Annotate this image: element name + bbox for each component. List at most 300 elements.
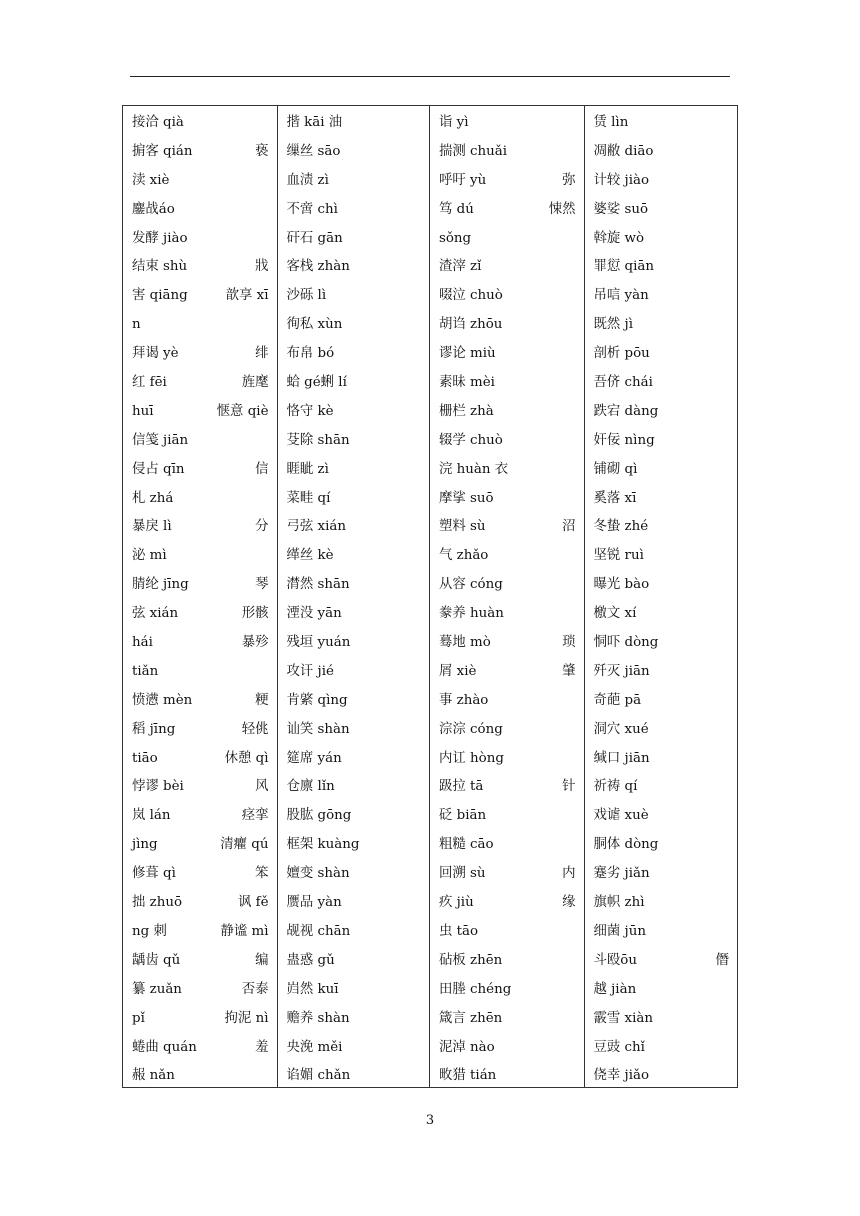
word-entry: 细菌 jūn <box>593 923 646 939</box>
word-line <box>439 894 576 923</box>
word-entry: 呼吁 yù <box>439 172 487 188</box>
word-entry: 拙 zhuō <box>132 895 183 911</box>
vocabulary-table <box>122 105 738 1088</box>
page-number: 3 <box>425 1113 435 1128</box>
word-line <box>594 750 730 779</box>
word-entry: 摩挲 suō <box>439 490 494 506</box>
column-3 <box>429 106 584 1087</box>
word-entry: 揣测 chuǎi <box>439 143 508 159</box>
word-line <box>287 576 422 605</box>
word-entry: 股肱 gōng <box>286 808 352 824</box>
word-line <box>594 547 730 576</box>
word-line <box>439 258 576 287</box>
word-line <box>594 432 730 461</box>
word-line <box>287 461 422 490</box>
word-entry: 攻讦 jié <box>286 663 334 679</box>
word-entry: 掮客 qián <box>132 143 193 159</box>
word-entry: 歼灭 jiān <box>593 663 650 679</box>
word-entry: 奚落 xī <box>593 490 637 506</box>
word-fragment: 绯 <box>255 346 269 362</box>
word-line <box>132 461 269 490</box>
word-entry: 愤懑 mèn <box>132 692 193 708</box>
word-line <box>594 1039 730 1068</box>
word-entry: 布帛 bó <box>286 346 335 362</box>
word-line <box>594 316 730 345</box>
word-line <box>439 172 576 201</box>
word-line <box>594 721 730 750</box>
word-fragment: 针 <box>562 779 576 795</box>
word-line <box>439 981 576 1010</box>
word-entry: 蜷曲 quán <box>132 1039 197 1055</box>
word-line <box>439 865 576 894</box>
word-line <box>132 287 269 316</box>
word-line <box>287 345 422 374</box>
word-entry: 虫 tāo <box>439 923 479 939</box>
word-line <box>132 692 269 721</box>
word-fragment: 轻佻 <box>241 721 269 737</box>
word-entry: 趿拉 tā <box>439 779 484 795</box>
word-line <box>594 230 730 259</box>
word-entry: 拜谒 yè <box>132 346 179 362</box>
word-entry: 赧 nǎn <box>132 1068 175 1084</box>
word-fragment: 粳 <box>255 692 269 708</box>
word-entry: 残垣 yuán <box>286 635 351 651</box>
word-entry: 潸然 shān <box>286 577 350 593</box>
word-entry: 泌 mì <box>132 548 167 564</box>
word-entry: 红 fēi <box>132 375 167 391</box>
word-entry: 赝品 yàn <box>286 895 342 911</box>
word-entry: tiǎn <box>132 663 159 679</box>
word-fragment: 拘泥 nì <box>224 1010 269 1026</box>
word-entry: 侥幸 jiǎo <box>593 1068 650 1084</box>
word-entry: 筵席 yán <box>286 750 342 766</box>
word-line <box>287 547 422 576</box>
word-line <box>132 547 269 576</box>
word-line <box>132 143 269 172</box>
word-line <box>439 692 576 721</box>
word-fragment: 僭 <box>715 952 729 968</box>
word-entry: 仓廪 lǐn <box>286 779 335 795</box>
word-entry: sǒng <box>439 230 472 246</box>
word-line <box>132 952 269 981</box>
column-2 <box>277 106 430 1087</box>
word-line <box>594 981 730 1010</box>
word-entry: 矸石 gān <box>286 230 343 246</box>
word-entry: 豢养 huàn <box>439 606 504 622</box>
word-line <box>439 750 576 779</box>
word-line <box>439 952 576 981</box>
word-line <box>132 403 269 432</box>
word-line <box>594 1067 730 1087</box>
word-entry: 谬论 miù <box>439 346 496 362</box>
word-entry: 箴言 zhēn <box>439 1010 503 1026</box>
word-entry: 戏谑 xuè <box>593 808 649 824</box>
word-entry: 剖析 pōu <box>593 346 650 362</box>
word-fragment: 讽 fě <box>237 895 269 911</box>
word-line <box>132 778 269 807</box>
word-line <box>132 316 269 345</box>
word-line <box>287 692 422 721</box>
word-line <box>287 432 422 461</box>
word-entry: 曝光 bào <box>593 577 650 593</box>
word-line <box>287 778 422 807</box>
word-line <box>439 807 576 836</box>
word-entry: 腈纶 jīng <box>132 577 189 593</box>
word-line <box>594 778 730 807</box>
word-line <box>594 894 730 923</box>
word-entry: 修葺 qì <box>132 866 176 882</box>
word-line <box>439 605 576 634</box>
word-entry: 害 qiāng <box>132 288 188 304</box>
word-fragment: 风 <box>255 779 269 795</box>
word-line <box>439 634 576 663</box>
word-line <box>132 981 269 1010</box>
word-entry: huī <box>132 403 154 419</box>
word-entry: 吊唁 yàn <box>593 288 649 304</box>
word-entry: 斗殴ōu <box>593 952 637 968</box>
word-line <box>287 663 422 692</box>
word-entry: 冬蛰 zhé <box>593 519 649 535</box>
word-line <box>439 432 576 461</box>
word-entry: 纂 zuǎn <box>132 981 182 997</box>
word-entry: 血渍 zì <box>286 172 329 188</box>
word-line <box>439 490 576 519</box>
word-entry: 缫丝 sāo <box>286 143 341 159</box>
word-fragment: 否泰 <box>241 981 269 997</box>
word-line <box>594 490 730 519</box>
word-line <box>287 894 422 923</box>
word-entry: 田塍 chéng <box>439 981 512 997</box>
word-entry: 素昧 mèi <box>439 375 495 391</box>
word-line <box>287 1039 422 1068</box>
word-line <box>132 576 269 605</box>
word-entry: 不啻 chì <box>286 201 338 217</box>
word-entry: 砭 biān <box>439 808 487 824</box>
word-line <box>287 403 422 432</box>
word-line <box>439 114 576 143</box>
word-line <box>594 923 730 952</box>
word-line <box>287 490 422 519</box>
word-entry: 菜畦 qí <box>286 490 331 506</box>
word-fragment: 缘 <box>562 895 576 911</box>
word-entry: 缂丝 kè <box>286 548 334 564</box>
word-entry: 砧板 zhēn <box>439 952 503 968</box>
word-entry: 发酵 jiào <box>132 230 188 246</box>
word-line <box>287 721 422 750</box>
header-rule <box>130 76 730 77</box>
word-entry: 铺砌 qì <box>593 461 638 477</box>
word-fragment: 惬意 qiè <box>216 403 269 419</box>
word-line <box>287 923 422 952</box>
word-entry: 赁 lìn <box>593 115 629 130</box>
word-line <box>132 836 269 865</box>
word-line <box>439 923 576 952</box>
word-line <box>132 605 269 634</box>
word-entry: 斡旋 wò <box>593 230 645 246</box>
word-entry: 越 jiàn <box>593 981 637 997</box>
word-line <box>439 518 576 547</box>
word-entry: 辍学 chuò <box>439 432 503 448</box>
word-fragment: 痉挛 <box>241 808 269 824</box>
word-entry: 畋猎 tián <box>439 1068 497 1084</box>
word-entry: 洞穴 xué <box>593 721 649 737</box>
word-fragment: 戕 <box>255 259 269 275</box>
word-entry: 祈祷 qí <box>593 779 638 795</box>
word-entry: 婆娑 suō <box>593 201 649 217</box>
word-entry: 客栈 zhàn <box>286 259 350 275</box>
word-entry: 讪笑 shàn <box>286 721 350 737</box>
word-entry: 札 zhá <box>132 490 174 506</box>
word-line <box>439 836 576 865</box>
word-line <box>594 172 730 201</box>
word-line <box>132 432 269 461</box>
word-line <box>439 547 576 576</box>
word-line <box>594 952 730 981</box>
word-entry: n <box>132 317 141 333</box>
word-line <box>439 316 576 345</box>
word-line <box>132 114 269 143</box>
word-line <box>287 258 422 287</box>
word-entry: 屑 xiè <box>439 663 477 679</box>
word-entry: pǐ <box>132 1010 145 1026</box>
word-entry: ng 刺 <box>132 923 167 939</box>
word-line <box>439 778 576 807</box>
word-line <box>287 287 422 316</box>
word-fragment: 暴殄 <box>241 635 269 651</box>
word-line <box>439 287 576 316</box>
word-line <box>132 865 269 894</box>
word-entry: 芟除 shān <box>286 432 350 448</box>
word-line <box>287 836 422 865</box>
word-line <box>594 258 730 287</box>
word-line <box>439 576 576 605</box>
word-entry: 豆豉 chǐ <box>593 1039 645 1055</box>
word-entry: 泥淖 nào <box>439 1039 495 1055</box>
word-entry: 稻 jīng <box>132 721 176 737</box>
word-entry: 暴戾 lì <box>132 519 172 535</box>
word-line <box>287 952 422 981</box>
word-entry: 弦 xián <box>132 606 179 622</box>
word-entry: 浣 huàn 衣 <box>439 461 509 477</box>
word-entry: 跌宕 dàng <box>593 403 659 419</box>
word-line <box>594 403 730 432</box>
word-entry: 缄口 jiān <box>593 750 650 766</box>
word-entry: 恪守 kè <box>286 403 334 419</box>
column-1 <box>123 106 277 1087</box>
word-line <box>287 201 422 230</box>
word-entry: 睚眦 zì <box>286 461 329 477</box>
word-fragment: 静谧 mì <box>220 923 269 939</box>
word-fragment: 旌麾 <box>241 375 269 391</box>
word-line <box>132 345 269 374</box>
word-line <box>594 663 730 692</box>
word-fragment: 亵 <box>255 143 269 159</box>
word-line <box>439 345 576 374</box>
word-line <box>439 1039 576 1068</box>
word-entry: 疚 jiù <box>439 895 474 911</box>
word-fragment: 信 <box>255 461 269 477</box>
word-fragment: 歆享 xī <box>225 288 269 304</box>
word-line <box>594 692 730 721</box>
word-entry: 弓弦 xián <box>286 519 346 535</box>
word-line <box>132 172 269 201</box>
word-line <box>439 721 576 750</box>
word-line <box>594 461 730 490</box>
word-line <box>287 981 422 1010</box>
word-fragment: 形骸 <box>241 606 269 622</box>
word-line <box>439 1067 576 1087</box>
word-fragment: 编 <box>255 952 269 968</box>
word-entry: 渎 xiè <box>132 172 170 188</box>
word-entry: 胡诌 zhōu <box>439 317 503 333</box>
word-line <box>594 865 730 894</box>
word-fragment: 琐 <box>562 635 576 651</box>
word-line <box>132 201 269 230</box>
word-line <box>594 114 730 143</box>
word-line <box>287 634 422 663</box>
word-entry: 奸佞 nìng <box>593 432 655 448</box>
word-line <box>287 143 422 172</box>
word-entry: 气 zhǎo <box>439 548 489 564</box>
word-fragment: 肇 <box>562 663 576 679</box>
word-line <box>132 634 269 663</box>
word-entry: 塑料 sù <box>439 519 486 535</box>
word-entry: 罪愆 qiān <box>593 259 654 275</box>
word-line <box>287 807 422 836</box>
word-entry: 啜泣 chuò <box>439 288 503 304</box>
word-line <box>594 576 730 605</box>
word-line <box>132 894 269 923</box>
word-line <box>287 172 422 201</box>
word-entry: 龋齿 qǔ <box>132 952 181 968</box>
word-fragment: 休憩 qì <box>224 750 269 766</box>
word-fragment: 分 <box>255 519 269 535</box>
word-entry: 央浼 měi <box>286 1039 343 1055</box>
word-line <box>594 287 730 316</box>
word-line <box>594 807 730 836</box>
word-entry: 诣 yì <box>439 115 469 130</box>
word-entry: 粗糙 cāo <box>439 837 494 853</box>
word-line <box>132 663 269 692</box>
word-entry: 胴体 dòng <box>593 837 659 853</box>
word-fragment: 清癯 qú <box>220 837 269 853</box>
word-line <box>439 461 576 490</box>
word-entry: 徇私 xùn <box>286 317 343 333</box>
word-line <box>132 230 269 259</box>
word-entry: 嬗变 shàn <box>286 866 350 882</box>
word-fragment: 笨 <box>255 866 269 882</box>
word-entry: 赡养 shàn <box>286 1010 350 1026</box>
word-entry: 揩 kāi 油 <box>286 115 343 130</box>
word-line <box>287 374 422 403</box>
word-line <box>132 807 269 836</box>
word-entry: jìng <box>132 837 158 853</box>
word-entry: 渣滓 zǐ <box>439 259 482 275</box>
word-entry: 笃 dú <box>439 201 474 217</box>
word-entry: 坚锐 ruì <box>593 548 644 564</box>
word-entry: 事 zhào <box>439 692 489 708</box>
word-line <box>439 374 576 403</box>
word-entry: 信笺 jiān <box>132 432 189 448</box>
word-entry: 结束 shù <box>132 259 188 275</box>
word-line <box>594 518 730 547</box>
column-4 <box>584 106 738 1087</box>
word-line <box>439 1010 576 1039</box>
word-entry: 蓦地 mò <box>439 635 491 651</box>
word-entry: 旗帜 zhì <box>593 895 645 911</box>
word-line <box>132 923 269 952</box>
word-entry: 岿然 kuī <box>286 981 339 997</box>
word-entry: 恫吓 dòng <box>593 635 659 651</box>
word-entry: 淙淙 cóng <box>439 721 503 737</box>
word-line <box>287 230 422 259</box>
word-entry: 凋敝 diāo <box>593 143 654 159</box>
word-entry: 计较 jiào <box>593 172 650 188</box>
word-line <box>594 201 730 230</box>
word-entry: 吾侪 chái <box>593 375 653 391</box>
word-entry: 蹇劣 jiǎn <box>593 866 650 882</box>
word-fragment: 琴 <box>255 577 269 593</box>
word-entry: 接洽 qià <box>132 115 184 130</box>
word-entry: hái <box>132 635 153 651</box>
word-entry: 悖谬 bèi <box>132 779 184 795</box>
word-line <box>594 836 730 865</box>
word-entry: 檄文 xí <box>593 606 637 622</box>
word-entry: 霰雪 xiàn <box>593 1010 653 1026</box>
word-line <box>132 1010 269 1039</box>
word-line <box>439 403 576 432</box>
word-line <box>594 605 730 634</box>
word-entry: 内讧 hòng <box>439 750 504 766</box>
word-line <box>594 143 730 172</box>
word-line <box>287 1067 422 1087</box>
word-line <box>132 750 269 779</box>
word-entry: 湮没 yān <box>286 606 342 622</box>
word-line <box>287 518 422 547</box>
word-entry: 既然 jì <box>593 317 633 333</box>
word-entry: 从容 cóng <box>439 577 503 593</box>
word-entry: 奇葩 pā <box>593 692 642 708</box>
word-entry: 栅栏 zhà <box>439 403 494 419</box>
word-line <box>594 374 730 403</box>
word-line <box>594 345 730 374</box>
word-line <box>132 258 269 287</box>
word-line <box>439 143 576 172</box>
word-line <box>287 114 422 143</box>
word-entry: 回溯 sù <box>439 866 486 882</box>
word-line <box>132 1039 269 1068</box>
word-line <box>287 750 422 779</box>
word-line <box>132 518 269 547</box>
word-line <box>132 721 269 750</box>
word-fragment: 内 <box>562 866 576 882</box>
word-line <box>439 663 576 692</box>
word-entry: 沙砾 lì <box>286 288 327 304</box>
word-entry: 蛊惑 gǔ <box>286 952 335 968</box>
word-entry: 鏖战áo <box>132 201 175 217</box>
word-line <box>287 316 422 345</box>
word-line <box>132 490 269 519</box>
word-line <box>594 1010 730 1039</box>
word-entry: 蛤 gé蜊 lí <box>286 375 347 391</box>
word-entry: 肯綮 qìng <box>286 692 348 708</box>
word-fragment: 弥 <box>562 172 576 188</box>
word-line <box>439 201 576 230</box>
word-entry: 岚 lán <box>132 808 171 824</box>
word-entry: 侵占 qīn <box>132 461 185 477</box>
word-entry: 谄媚 chǎn <box>286 1068 351 1084</box>
word-line <box>439 230 576 259</box>
